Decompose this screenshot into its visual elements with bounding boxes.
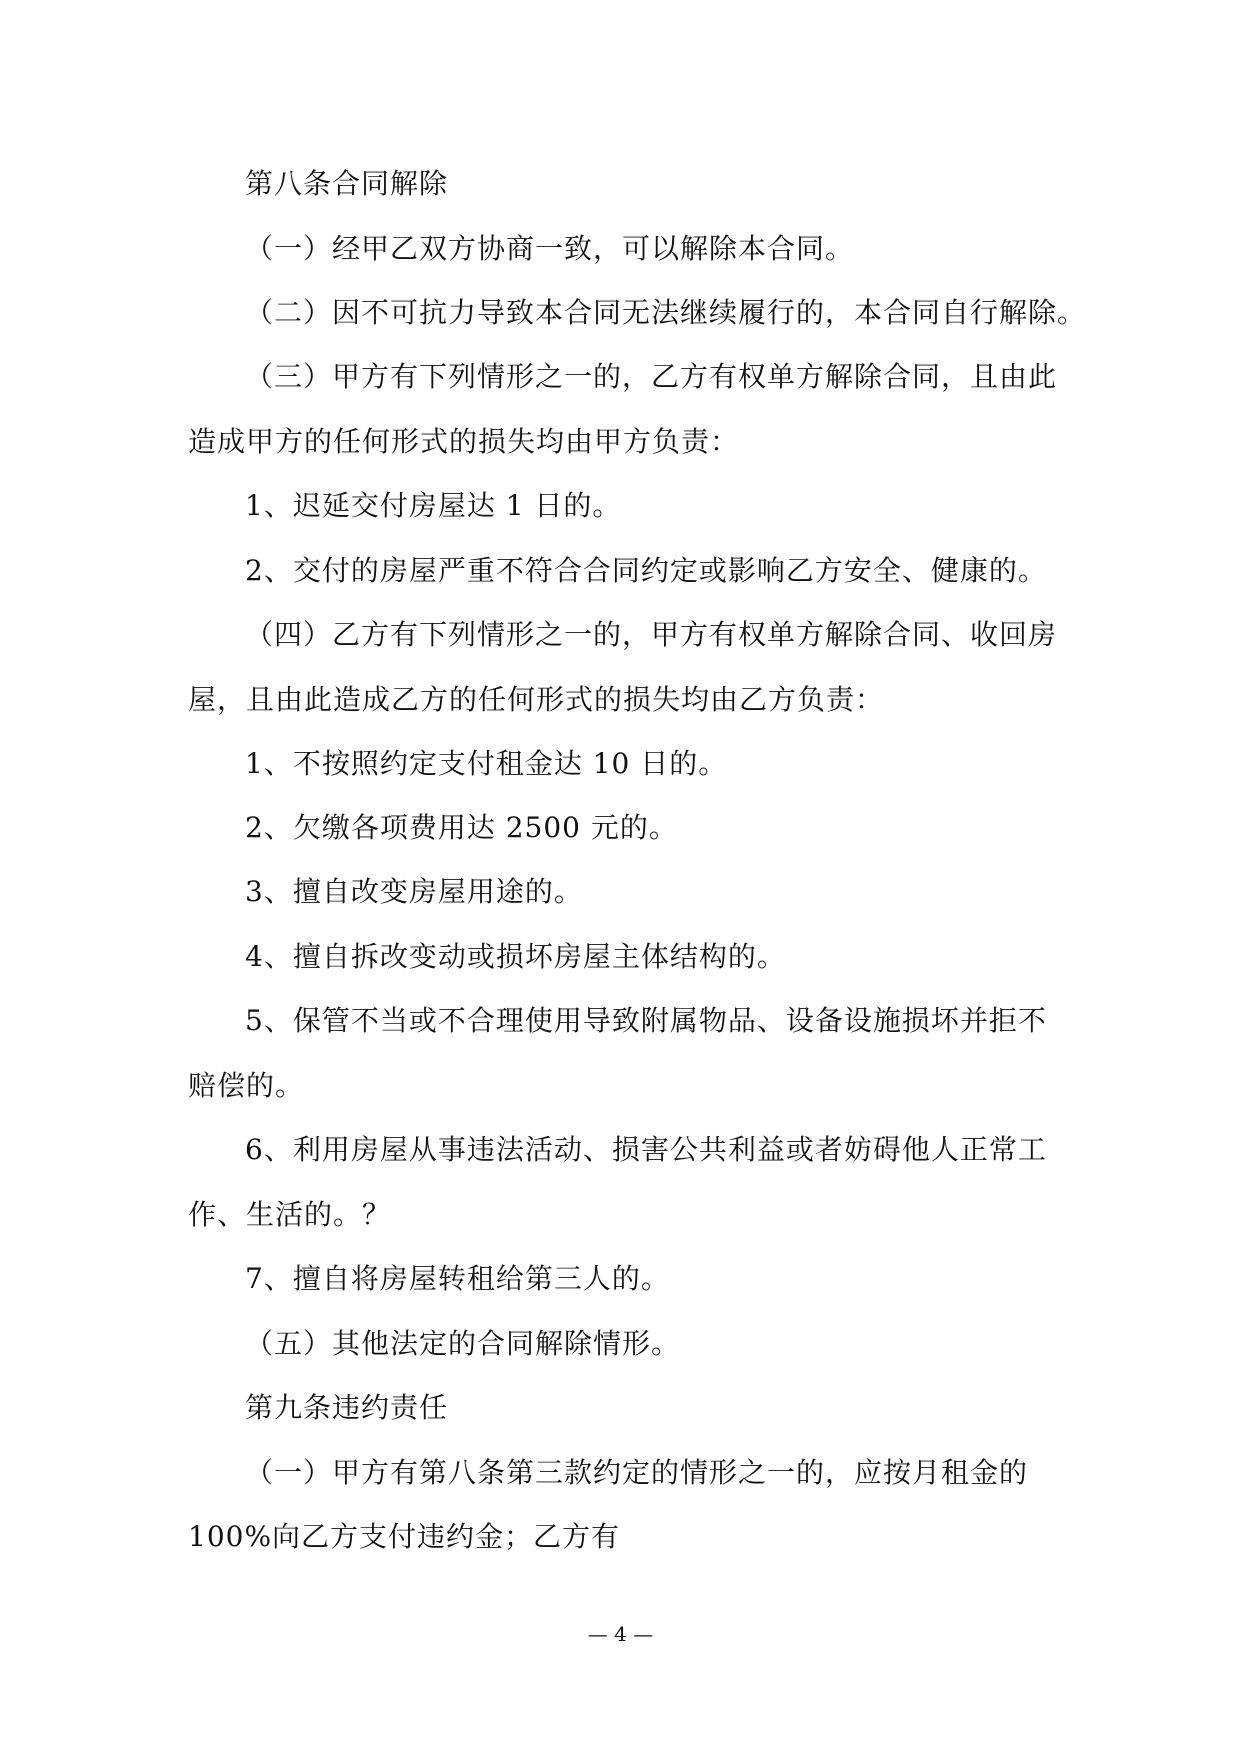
- list-item: 5、保管不当或不合理使用导致附属物品、设备设施损坏并拒不: [245, 1004, 1047, 1037]
- paragraph-line: （一）甲方有第八条第三款约定的情形之一的，应按月租金的: [245, 1456, 1029, 1489]
- article-8-heading: 第八条合同解除: [245, 167, 449, 200]
- page-number: — 4 —: [587, 1622, 654, 1646]
- list-item: 1、迟延交付房屋达 1 日的。: [245, 489, 622, 522]
- list-item: 4、擅自拆改变动或损坏房屋主体结构的。: [245, 940, 786, 973]
- list-item-continuation: 作、生活的。？: [188, 1198, 392, 1231]
- paragraph-line: （五）其他法定的合同解除情形。: [245, 1327, 681, 1360]
- list-item: 1、不按照约定支付租金达 10 日的。: [245, 747, 728, 780]
- list-item: 2、交付的房屋严重不符合合同约定或影响乙方安全、健康的。: [245, 554, 1047, 587]
- paragraph-line: 100%向乙方支付违约金；乙方有: [188, 1520, 621, 1553]
- list-item: 6、利用房屋从事违法活动、损害公共利益或者妨碍他人正常工: [245, 1133, 1047, 1166]
- paragraph-line: 屋，且由此造成乙方的任何形式的损失均由乙方负责：: [188, 683, 885, 716]
- article-9-heading: 第九条违约责任: [245, 1391, 449, 1424]
- paragraph-line: 造成甲方的任何形式的损失均由甲方负责：: [188, 425, 740, 458]
- paragraph-line: （二）因不可抗力导致本合同无法继续履行的，本合同自行解除。: [245, 296, 1087, 329]
- paragraph-line: （四）乙方有下列情形之一的，甲方有权单方解除合同、收回房: [245, 618, 1058, 651]
- paragraph-line: （一）经甲乙双方协商一致，可以解除本合同。: [245, 232, 855, 265]
- paragraph-line: （三）甲方有下列情形之一的，乙方有权单方解除合同，且由此: [245, 360, 1058, 393]
- list-item-continuation: 赔偿的。: [188, 1069, 305, 1102]
- list-item: 7、擅自将房屋转租给第三人的。: [245, 1262, 670, 1295]
- list-item: 2、欠缴各项费用达 2500 元的。: [245, 811, 678, 844]
- list-item: 3、擅自改变房屋用途的。: [245, 875, 583, 908]
